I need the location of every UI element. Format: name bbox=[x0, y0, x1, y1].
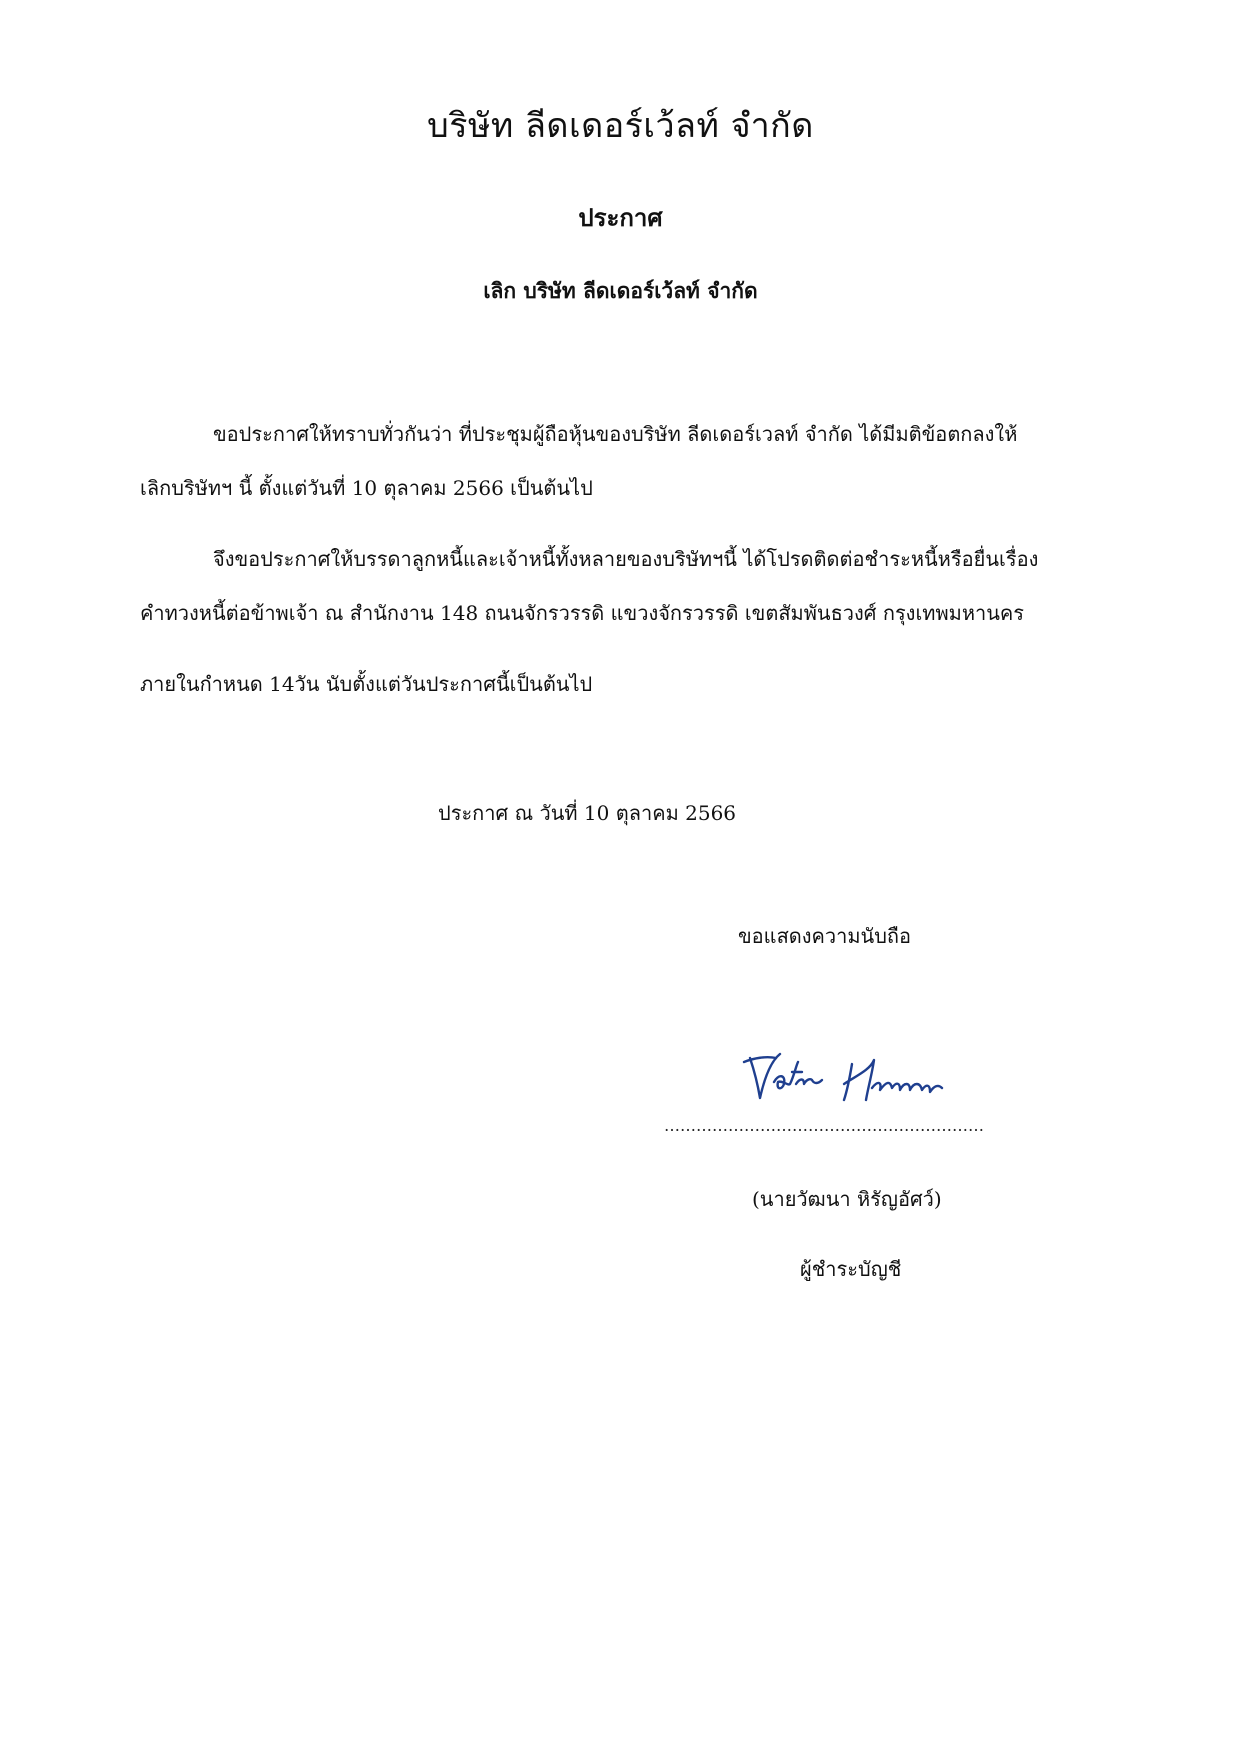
signature-line: …………………………………………………… bbox=[664, 1116, 984, 1135]
paragraph3: ภายในกำหนด 14วัน นับตั้งแต่วันประกาศนี้เป็นต้นไป bbox=[140, 672, 593, 696]
closing-regards: ขอแสดงความนับถือ bbox=[738, 924, 912, 948]
signer-role: ผู้ชำระบัญชี bbox=[800, 1257, 902, 1281]
paragraph1-line1: ขอประกาศให้ทราบทั่วกันว่า ที่ประชุมผู้ถือหุ้นของบริษัท ลีดเดอร์เวลท์ จำกัด ได้มีมติข้อตกลงให้ bbox=[213, 422, 1018, 446]
notice-heading: ประกาศ bbox=[578, 203, 663, 232]
announce-date: ประกาศ ณ วันที่ 10 ตุลาคม 2566 bbox=[438, 801, 737, 825]
paragraph1-line2: เลิกบริษัทฯ นี้ ตั้งแต่วันที่ 10 ตุลาคม 2566 เป็นต้นไป bbox=[140, 476, 593, 500]
company-title: บริษัท ลีดเดอร์เว้ลท์ จำกัด bbox=[427, 106, 814, 146]
paragraph2-line1: จึงขอประกาศให้บรรดาลูกหนี้และเจ้าหนี้ทั้งหลายของบริษัทฯนี้ ได้โปรดติดต่อชำระหนี้หรือยื่นเรื่อง bbox=[213, 547, 1039, 571]
notice-subtitle: เลิก บริษัท ลีดเดอร์เว้ลท์ จำกัด bbox=[483, 278, 758, 303]
signature-image bbox=[740, 1040, 960, 1110]
paragraph2-line2: คำทวงหนี้ต่อข้าพเจ้า ณ สำนักงาน 148 ถนนจักรวรรดิ แขวงจักรวรรดิ เขตสัมพันธวงศ์ กรุงเทพมหานคร bbox=[140, 601, 1025, 625]
signer-name: (นายวัฒนา หิรัญอัศว์) bbox=[752, 1187, 942, 1211]
